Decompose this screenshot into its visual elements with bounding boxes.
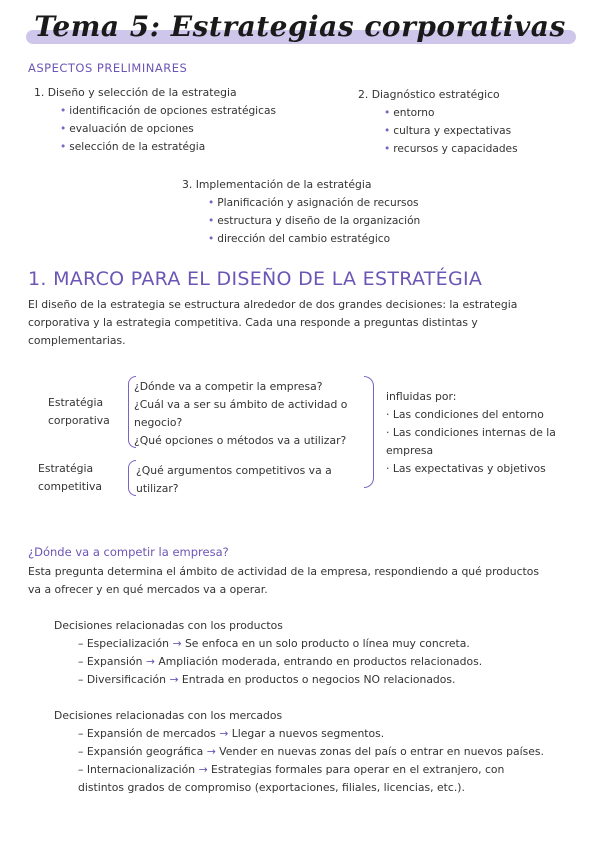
questions-corporativa: ¿Dónde va a competir la empresa? ¿Cuál va a ser su ámbito de actividad o negocio? ¿Qué opciones o métodos va a utilizar? [134,380,348,447]
list-item: · Las condiciones del entorno [386,408,544,421]
list-item: • dirección del cambio estratégico [208,233,391,245]
list-item: • cultura y expectativas [384,125,512,137]
paragraph-line: Esta pregunta determina el ámbito de actividad de la empresa, respondiendo a qué productos [28,565,539,578]
donde-intro [28,563,578,599]
block-implementacion [182,176,420,248]
label-estrategia-competitiva: Estratégia competitiva [38,462,103,493]
left-brace-competitiva [128,460,136,496]
block-title: Decisiones relacionadas con los mercados [54,709,283,722]
paragraph-line: corporativa y la estrategia competitiva. Cada una responde a preguntas distintas y [28,316,478,329]
block-diseno [34,84,276,156]
list-item: • entorno [384,107,435,119]
list-item: • recursos y capacidades [384,143,518,155]
section-heading-marco: 1. MARCO PARA EL DISEÑO DE LA ESTRATÉGIA [28,268,483,290]
list-item: – Diversificación → Entrada en productos o negocios NO relacionados. [78,673,456,686]
block-title: 1. Diseño y selección de la estrategia [34,86,237,99]
block-title: 2. Diagnóstico estratégico [358,88,500,101]
marco-intro [28,296,578,350]
block-title: Decisiones relacionadas con los productos [54,619,283,632]
list-item: • identificación de opciones estratégicas [60,105,276,117]
mercados-block [54,707,544,797]
influidas-title: influidas por: [386,390,457,403]
list-item: – Internacionalización → Estrategias formales para operar en el extranjero, con [78,763,505,776]
list-item: · Las condiciones internas de la [386,426,556,439]
list-item: · Las expectativas y objetivos [386,462,546,475]
questions-competitiva: ¿Qué argumentos competitivos va a utilizar? [136,464,332,495]
block-title: 3. Implementación de la estratégia [182,178,372,191]
list-item: – Especialización → Se enfoca en un solo producto o línea muy concreta. [78,637,470,650]
page-title: Tema 5: Estrategias corporativas [34,10,566,43]
productos-block [54,617,482,689]
section-heading-preliminares: ASPECTOS PRELIMINARES [28,61,188,75]
block-diagnostico [358,86,518,158]
list-item: • selección de la estratégia [60,141,206,153]
paragraph-line: El diseño de la estrategia se estructura alrededor de dos grandes decisiones: la estrategia [28,298,518,311]
paragraph-line: complementarias. [28,334,126,347]
list-item: • evaluación de opciones [60,123,194,135]
list-item: – Expansión → Ampliación moderada, entrando en productos relacionados. [78,655,483,668]
paragraph-line: va a ofrecer y en qué mercados va a operar. [28,583,268,596]
right-brace [364,376,374,488]
list-item: • Planificación y asignación de recursos [208,197,419,209]
list-item: – Expansión de mercados → Llegar a nuevos segmentos. [78,727,385,740]
section-heading-donde: ¿Dónde va a competir la empresa? [28,545,229,559]
label-estrategia-corporativa: Estratégia corporativa [48,396,110,427]
list-item: – Expansión geográfica → Vender en nuevas zonas del país o entrar en nuevos países. [78,745,544,758]
list-item-continuation: distintos grados de compromiso (exportaciones, filiales, licencias, etc.). [78,781,465,794]
influidas-list [386,388,556,478]
list-item: • estructura y diseño de la organización [208,215,421,227]
list-item: empresa [386,444,434,457]
